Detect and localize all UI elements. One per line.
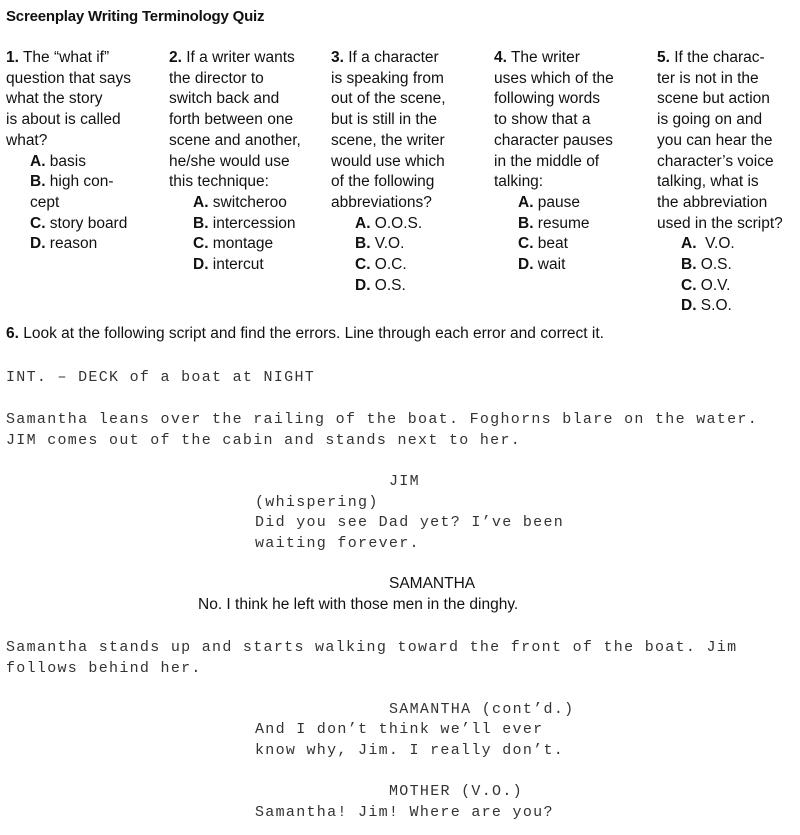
script-character-samantha: SAMANTHA bbox=[389, 575, 476, 592]
question-line bbox=[494, 172, 646, 193]
answer-option-letter: B. bbox=[681, 256, 697, 274]
answer-option-text: wait bbox=[533, 256, 566, 274]
script-character-jim: JIM bbox=[389, 473, 420, 490]
question-text: scene and another, bbox=[169, 131, 301, 149]
answer-option bbox=[657, 296, 797, 317]
answer-option-text: O.V. bbox=[696, 276, 731, 294]
question-text: what the story bbox=[6, 90, 103, 108]
question-line bbox=[331, 48, 483, 69]
answer-option-text: intercut bbox=[208, 256, 264, 274]
question-line bbox=[169, 48, 321, 69]
question-number: 3. bbox=[331, 49, 344, 66]
question-line bbox=[169, 152, 321, 173]
question-text: following words bbox=[494, 90, 600, 108]
script-parenthetical: (whispering) bbox=[255, 494, 379, 511]
script-dialogue-line: No. I think he left with those men in the dinghy. bbox=[198, 596, 519, 613]
question-line bbox=[657, 214, 797, 235]
question-text: switch back and bbox=[169, 90, 280, 108]
answer-option bbox=[494, 214, 646, 235]
question-text: The “what if” bbox=[18, 49, 110, 66]
answer-option-text: O.S. bbox=[696, 256, 732, 274]
answer-option bbox=[169, 193, 321, 214]
question-line bbox=[6, 89, 156, 110]
question-line bbox=[169, 89, 321, 110]
question-line bbox=[657, 89, 797, 110]
answer-option bbox=[657, 255, 797, 276]
question-text: would use which bbox=[331, 152, 445, 170]
script-character-samantha-contd: SAMANTHA (cont’d.) bbox=[389, 701, 575, 718]
answer-option bbox=[6, 152, 156, 173]
question-number: 1. bbox=[6, 49, 19, 66]
question-text: talking, what is bbox=[657, 173, 759, 191]
question-text: this technique: bbox=[169, 173, 269, 191]
answer-option-text: cept bbox=[30, 193, 60, 211]
question-text: question that says bbox=[6, 69, 131, 87]
question-3 bbox=[331, 48, 483, 296]
question-text: character pauses bbox=[494, 131, 613, 149]
question-line bbox=[6, 131, 156, 152]
answer-option-letter: A. bbox=[681, 235, 697, 253]
answer-option-letter: B. bbox=[355, 235, 371, 253]
question-line bbox=[657, 193, 797, 214]
question-text: the abbreviation bbox=[657, 193, 768, 211]
question-text: you can hear the bbox=[657, 131, 773, 149]
question-line bbox=[169, 110, 321, 131]
answer-option-text: story board bbox=[45, 214, 128, 232]
answer-option-letter: A. bbox=[193, 193, 209, 211]
question-line bbox=[494, 89, 646, 110]
question-number: 4. bbox=[494, 49, 507, 66]
question-1 bbox=[6, 48, 156, 255]
answer-option-letter: D. bbox=[30, 235, 46, 253]
answer-option-text: O.O.S. bbox=[370, 214, 423, 232]
answer-option-letter: B. bbox=[193, 214, 209, 232]
answer-option-letter: C. bbox=[681, 276, 697, 294]
answer-option-letter: C. bbox=[355, 256, 371, 274]
answer-option-text: beat bbox=[533, 235, 568, 253]
answer-option bbox=[331, 234, 483, 255]
answer-option bbox=[6, 214, 156, 235]
question-text: the director to bbox=[169, 69, 264, 87]
answer-option bbox=[657, 276, 797, 297]
question-line bbox=[169, 69, 321, 90]
question-text: talking: bbox=[494, 173, 544, 191]
answer-option-letter: A. bbox=[518, 193, 534, 211]
question-line bbox=[657, 152, 797, 173]
script-slugline: INT. – DECK of a boat at NIGHT bbox=[6, 369, 316, 386]
question-line bbox=[169, 172, 321, 193]
answer-option-text: reason bbox=[45, 235, 98, 253]
answer-option-letter: B. bbox=[518, 214, 534, 232]
answer-option-letter: D. bbox=[355, 276, 371, 294]
question-line bbox=[6, 48, 156, 69]
answer-option bbox=[331, 276, 483, 297]
answer-option-text: O.C. bbox=[370, 256, 407, 274]
answer-option bbox=[657, 234, 797, 255]
answer-option-text: pause bbox=[533, 193, 581, 211]
answer-option bbox=[6, 234, 156, 255]
question-text: in the middle of bbox=[494, 152, 600, 170]
answer-option-letter: D. bbox=[518, 256, 534, 274]
question-text: what? bbox=[6, 131, 48, 149]
script-action-line: follows behind her. bbox=[6, 660, 202, 677]
question-2 bbox=[169, 48, 321, 276]
answer-option-text: O.S. bbox=[370, 276, 406, 294]
question-text: The writer bbox=[506, 49, 580, 66]
question-line bbox=[494, 152, 646, 173]
answer-option-letter: D. bbox=[681, 297, 697, 315]
answer-option bbox=[494, 255, 646, 276]
question-text: ter is not in the bbox=[657, 69, 759, 87]
question-line bbox=[331, 110, 483, 131]
question-line bbox=[494, 48, 646, 69]
question-line bbox=[331, 131, 483, 152]
question-line bbox=[331, 69, 483, 90]
question-text: abbreviations? bbox=[331, 193, 432, 211]
question-text: is going on and bbox=[657, 111, 763, 129]
script-dialogue-line: waiting forever. bbox=[255, 535, 420, 552]
answer-option-text: switcheroo bbox=[208, 193, 287, 211]
question-6-number: 6. bbox=[6, 325, 19, 342]
question-text: scene but action bbox=[657, 90, 770, 108]
question-6-text: Look at the following script and find the errors. Line through each error and correct it. bbox=[18, 325, 604, 342]
question-line bbox=[657, 172, 797, 193]
question-text: character’s voice bbox=[657, 152, 774, 170]
script-action-line: Samantha leans over the railing of the boat. Foghorns blare on the water. bbox=[6, 411, 759, 428]
question-line bbox=[331, 172, 483, 193]
answer-option bbox=[331, 214, 483, 235]
script-dialogue-line: Samantha! Jim! Where are you? bbox=[255, 804, 554, 821]
question-text: out of the scene, bbox=[331, 90, 446, 108]
question-text: to show that a bbox=[494, 111, 591, 129]
answer-option-text: resume bbox=[533, 214, 590, 232]
question-line bbox=[494, 131, 646, 152]
script-dialogue-line: Did you see Dad yet? I’ve been bbox=[255, 514, 565, 531]
question-line bbox=[657, 48, 797, 69]
question-line bbox=[331, 89, 483, 110]
question-line bbox=[6, 110, 156, 131]
question-number: 2. bbox=[169, 49, 182, 66]
answer-option-text: basis bbox=[45, 152, 86, 170]
page-title: Screenplay Writing Terminology Quiz bbox=[6, 8, 265, 25]
question-5 bbox=[657, 48, 797, 317]
question-line bbox=[6, 69, 156, 90]
answer-option-letter: C. bbox=[30, 214, 46, 232]
question-line bbox=[657, 110, 797, 131]
question-text: forth between one bbox=[169, 111, 294, 129]
answer-option bbox=[6, 172, 156, 193]
answer-option-text: V.O. bbox=[696, 235, 735, 253]
question-text: scene, the writer bbox=[331, 131, 445, 149]
script-character-mother: MOTHER (V.O.) bbox=[389, 783, 523, 800]
answer-option-text: intercession bbox=[208, 214, 296, 232]
answer-option-text: S.O. bbox=[696, 297, 732, 315]
answer-option-letter: A. bbox=[355, 214, 371, 232]
answer-option bbox=[494, 234, 646, 255]
question-line bbox=[169, 131, 321, 152]
answer-option bbox=[6, 193, 156, 214]
question-text: is speaking from bbox=[331, 69, 444, 87]
question-line bbox=[494, 69, 646, 90]
question-line bbox=[331, 152, 483, 173]
answer-option-letter: D. bbox=[193, 256, 209, 274]
answer-option bbox=[169, 234, 321, 255]
answer-option-letter: C. bbox=[518, 235, 534, 253]
answer-option-text: V.O. bbox=[370, 235, 405, 253]
question-line bbox=[657, 131, 797, 152]
question-4 bbox=[494, 48, 646, 276]
question-text: he/she would use bbox=[169, 152, 290, 170]
question-text: is about is called bbox=[6, 111, 121, 129]
question-number: 5. bbox=[657, 49, 670, 66]
answer-option bbox=[494, 193, 646, 214]
answer-option-letter: C. bbox=[193, 235, 209, 253]
question-text: If the charac- bbox=[669, 49, 765, 66]
script-dialogue-line: know why, Jim. I really don’t. bbox=[255, 742, 565, 759]
question-line bbox=[494, 110, 646, 131]
answer-option-text: montage bbox=[208, 235, 274, 253]
answer-option-letter: B. bbox=[30, 173, 46, 191]
question-text: but is still in the bbox=[331, 111, 437, 129]
question-text: of the following bbox=[331, 173, 435, 191]
answer-option bbox=[169, 255, 321, 276]
question-text: If a character bbox=[343, 49, 439, 66]
question-text: uses which of the bbox=[494, 69, 614, 87]
question-line bbox=[657, 69, 797, 90]
script-dialogue-line: And I don’t think we’ll ever bbox=[255, 721, 544, 738]
question-text: If a writer wants bbox=[181, 49, 295, 66]
answer-option-letter: A. bbox=[30, 152, 46, 170]
answer-option bbox=[169, 214, 321, 235]
question-6 bbox=[6, 325, 604, 343]
script-action-line: Samantha stands up and starts walking toward the front of the boat. Jim bbox=[6, 639, 738, 656]
answer-option-text: high con- bbox=[45, 173, 114, 191]
script-action-line: JIM comes out of the cabin and stands next to her. bbox=[6, 432, 522, 449]
question-text: used in the script? bbox=[657, 214, 783, 232]
answer-option bbox=[331, 255, 483, 276]
question-line bbox=[331, 193, 483, 214]
